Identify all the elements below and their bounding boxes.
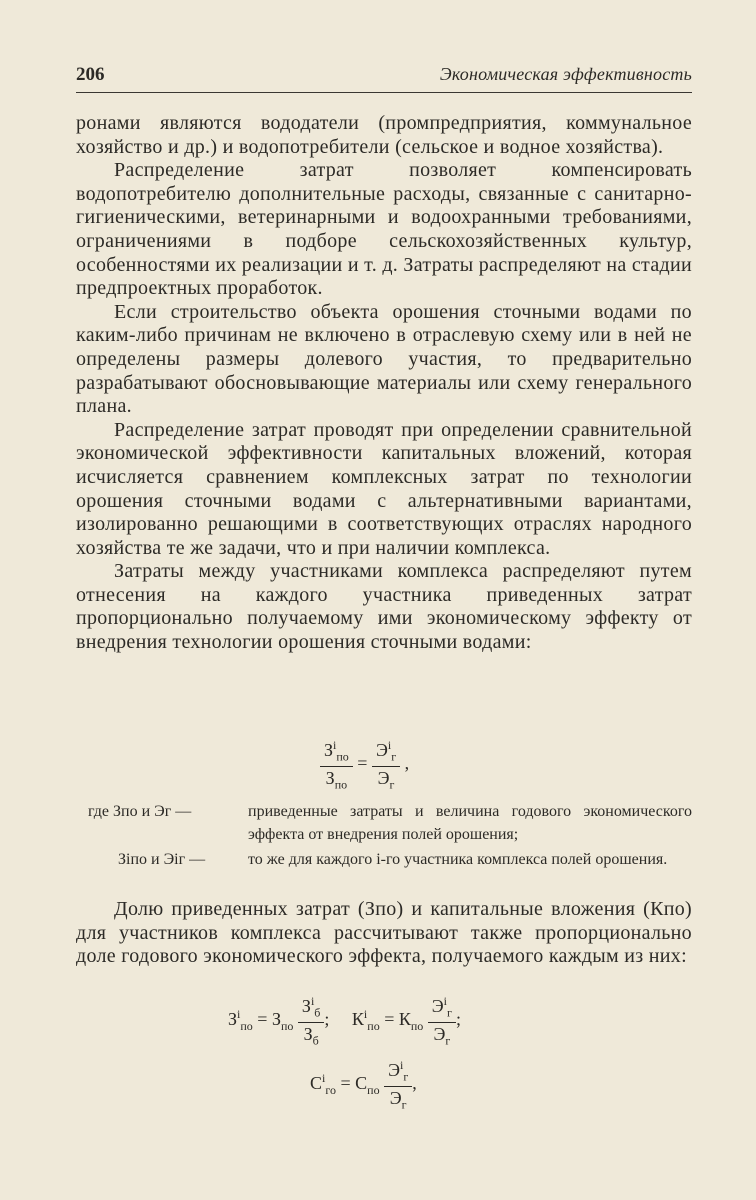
definition-term: где Зпо и Эг — — [88, 803, 192, 820]
paragraph: Если строительство объекта орошения сточными водами по каким-либо причинам не включено в отраслевую схему или в ней не определены размеры долевого участия, то предварительно разрабатывают обосновывающие материалы или схему генерального плана. — [76, 300, 692, 418]
fraction: $\frac{Э^i_г}{Э_г}$ — [428, 994, 456, 1048]
equals-sign: = — [357, 753, 368, 774]
paragraph: Распределение затрат проводят при определении сравнительной экономической эффективности капитальных вложений, которая исчисляется сравнением комплексных затрат по технологии орошения сточными водами с альтернативными вариантами, изолированно решающими в соответствующих отраслях народного хозяйства те же задачи, что и при наличии комплекса. — [76, 418, 692, 559]
definition-item — [88, 800, 692, 846]
definition-desc: то же для каждого i-го участника комплекса полей орошения. — [248, 851, 668, 868]
main-text-continued — [76, 898, 692, 969]
definition-desc: приведенные затраты и величина годового экономического эффекта от внедрения полей орошения; — [248, 803, 692, 843]
paragraph: Распределение затрат позволяет компенсировать водопотребителю дополнительные расходы, связанные с санитарно-гигиеническими, ветеринарными и водоохранными требованиями, ограничениями в подборе сельскохозяйственных культур, особенностями их реализации и т. д. Затраты распределяют на стадии предпроектных проработок. — [76, 159, 692, 300]
definition-term: Зiпо и Эiг — — [118, 851, 206, 868]
formula-shares: $З^i_{по} = З_{по}$ $\frac{З^i_б}{З_б}$ ; $К^i_{по} = К_{по}$ $\frac{Э^i_г}{Э_г}$ ; — [228, 994, 461, 1048]
running-head: Экономическая эффективность — [439, 64, 692, 84]
fraction: $\frac{Э^i_г}{Э_г}$ — [384, 1058, 412, 1112]
fraction-left: $\frac{З^i_{по}}{З_{по}}$ — [320, 738, 353, 792]
definitions — [88, 800, 692, 871]
formula-costs: $С^i_{го} = С_{по}$ $\frac{Э^i_г}{Э_г}$ , — [310, 1058, 417, 1112]
formula-distribution: $\frac{З^i_{по}}{З_{по}}$ = $\frac{Э^i_г}{Э_г}$ , — [320, 738, 409, 792]
page-number: 206 — [76, 64, 105, 85]
paragraph: Долю приведенных затрат (Зпо) и капитальные вложения (Кпо) для участников комплекса рассчитывают также пропорционально доле годового экономического эффекта, получаемого каждым из них: — [76, 898, 692, 968]
fraction-right: $\frac{Э^i_г}{Э_г}$ — [372, 738, 400, 792]
main-text — [76, 112, 692, 655]
page-header — [76, 62, 692, 93]
paragraph: ронами являются вододатели (промпредприятия, коммунальное хозяйство и др.) и водопотребители (сельское и водное хозяйства). — [76, 112, 692, 158]
definition-item — [88, 848, 692, 871]
fraction: $\frac{З^i_б}{З_б}$ — [298, 994, 324, 1048]
paragraph: Затраты между участниками комплекса распределяют путем отнесения на каждого участника приведенных затрат пропорционально получаемому ими экономическому эффекту от внедрения технологии орошения сточными водами: — [76, 560, 692, 654]
